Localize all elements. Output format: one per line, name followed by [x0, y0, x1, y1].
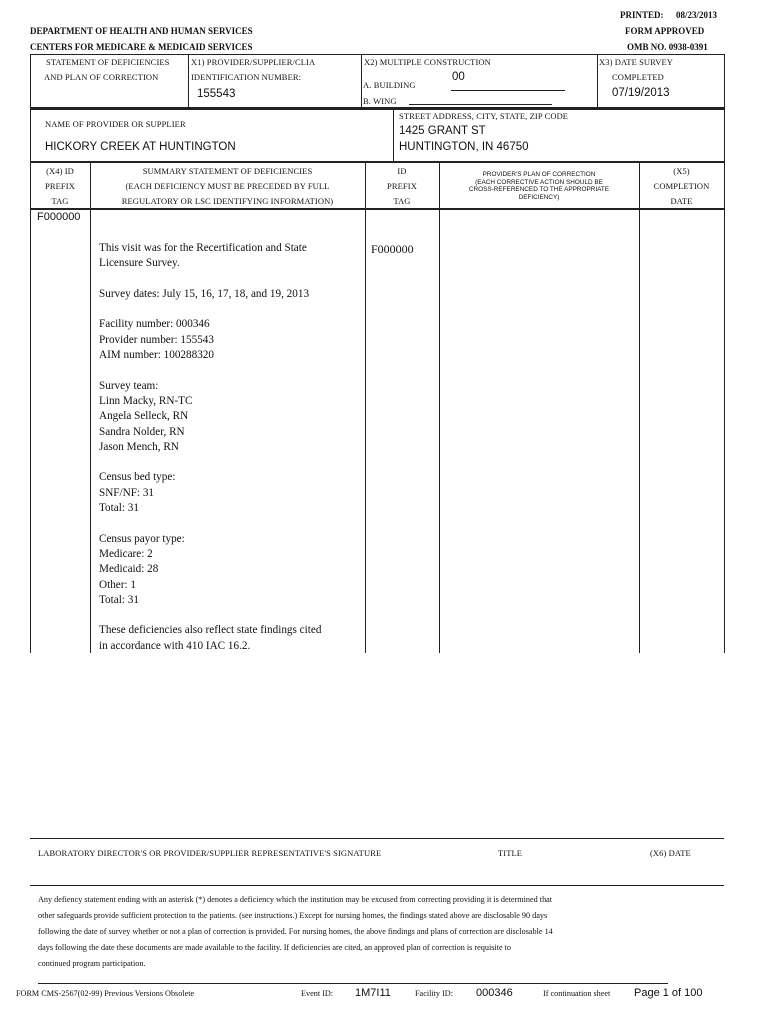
provider-name-label: NAME OF PROVIDER OR SUPPLIER [45, 119, 186, 129]
rule [30, 108, 31, 162]
disclaimer-line: following the date of survey whether or not a plan of correction is provided. For nursing homes, the above findings and plans of correction are disclosable 14 [38, 927, 553, 936]
id-header-2: PREFIX [387, 181, 417, 191]
rule [38, 983, 668, 984]
event-id-label: Event ID: [301, 989, 334, 998]
rule [188, 54, 189, 108]
x5-header: (X5) [673, 166, 690, 176]
rule [30, 54, 724, 55]
x1-label: X1) PROVIDER/SUPPLIER/CLIA [191, 57, 316, 67]
printed-label: PRINTED: [620, 10, 664, 20]
rule [361, 54, 362, 108]
finding-paragraph: Facility number: 000346 Provider number: 155543 AIM number: 100288320 [99, 318, 214, 362]
rule [30, 161, 31, 653]
plan-header [439, 171, 639, 201]
provider-number: 155543 [197, 88, 236, 100]
form-label: FORM CMS-2567(02-99) Previous Versions Obsolete [16, 989, 195, 998]
rule [30, 161, 724, 163]
finding-paragraph: Census bed type: SNF/NF: 31 Total: 31 [99, 471, 176, 515]
summary-findings [99, 241, 361, 669]
id-prefix-tag: F000000 [371, 242, 414, 256]
provider-name: HICKORY CREEK AT HUNTINGTON [45, 141, 236, 153]
wing-label: B. WING [363, 96, 397, 106]
plan-header-line: PROVIDER'S PLAN OF CORRECTION [482, 171, 596, 178]
building-label: A. BUILDING [363, 80, 416, 90]
plan-header-line: CROSS-REFERENCED TO THE APPROPRIATE [468, 186, 610, 193]
building-underline [451, 90, 565, 91]
disclaimer-line: Any defiency statement ending with an asterisk (*) denotes a deficiency which the institution may be excused from correcting providing it is determined that [38, 895, 553, 904]
disclaimer [38, 892, 718, 972]
printed-date: 08/23/2013 [676, 10, 718, 20]
omb-number: OMB NO. 0938-0391 [627, 42, 708, 52]
rule [724, 161, 725, 653]
summary-header-2: (EACH DEFICIENCY MUST BE PRECEDED BY FULL [125, 181, 330, 191]
survey-date: 07/19/2013 [612, 87, 670, 99]
title-label: TITLE [498, 848, 523, 858]
rule [90, 161, 91, 653]
rule [30, 885, 724, 886]
address-label: STREET ADDRESS, CITY, STATE, ZIP CODE [399, 111, 569, 121]
continuation-label: If continuation sheet [543, 989, 611, 998]
facility-id: 000346 [476, 987, 513, 999]
rule [724, 108, 725, 162]
signature-label: LABORATORY DIRECTOR'S OR PROVIDER/SUPPLIER REPRESENTATIVE'S SIGNATURE [38, 848, 382, 858]
rule [365, 161, 366, 653]
date-label: (X6) DATE [650, 848, 691, 858]
disclaimer-line: other safeguards provide sufficient protection to the patients. (see instructions.) Except for nursing homes, the findings stated above are disclosable 90 days [38, 911, 548, 920]
rule [639, 161, 640, 653]
city-state-zip: HUNTINGTON, IN 46750 [399, 141, 529, 153]
x4-header: (X4) ID [46, 166, 74, 176]
x2-label: X2) MULTIPLE CONSTRUCTION [364, 57, 491, 67]
summary-header-3: REGULATORY OR LSC IDENTIFYING INFORMATION) [121, 196, 334, 206]
x3-label: X3) DATE SURVEY [599, 57, 674, 67]
statement-label-2: AND PLAN OF CORRECTION [44, 72, 159, 82]
disclaimer-line: continued program participation. [38, 959, 146, 968]
rule [30, 108, 724, 110]
facility-id-label: Facility ID: [415, 989, 453, 998]
x3-label-2: COMPLETED [612, 72, 664, 82]
rule [30, 838, 724, 839]
page-number: Page 1 of 100 [634, 987, 703, 999]
centers-title: CENTERS FOR MEDICARE & MEDICAID SERVICES [30, 42, 253, 52]
rule [724, 54, 725, 108]
finding-paragraph: This visit was for the Recertification and State Licensure Survey. [99, 242, 307, 270]
x4-header-3: TAG [51, 196, 69, 206]
finding-paragraph: Survey dates: July 15, 16, 17, 18, and 19, 2013 [99, 287, 310, 300]
street-address: 1425 GRANT ST [399, 125, 486, 137]
building-value: 00 [452, 71, 465, 83]
x1-label-2: IDENTIFICATION NUMBER: [191, 72, 302, 82]
summary-header: SUMMARY STATEMENT OF DEFICIENCIES [142, 166, 313, 176]
rule [30, 208, 724, 210]
rule [597, 54, 598, 108]
id-header: ID [397, 166, 407, 176]
prefix-tag: F000000 [37, 211, 81, 223]
finding-paragraph: These deficiencies also reflect state findings cited in accordance with 410 IAC 16.2. [99, 624, 322, 652]
rule [393, 108, 394, 162]
x5-header-3: DATE [670, 196, 693, 206]
x4-header-2: PREFIX [45, 181, 75, 191]
rule [30, 54, 31, 108]
wing-underline [409, 104, 552, 105]
rule [439, 161, 440, 653]
disclaimer-line: days following the date these documents are made available to the facility. If deficiencies are cited, an approved plan of correction is requisite to [38, 943, 512, 952]
x5-header-2: COMPLETION [653, 181, 710, 191]
department-title: DEPARTMENT OF HEALTH AND HUMAN SERVICES [30, 26, 253, 36]
plan-header-line: (EACH CORRECTIVE ACTION SHOULD BE [475, 178, 603, 186]
form-approved: FORM APPROVED [625, 26, 705, 36]
plan-header-line: DEFICIENCY) [518, 193, 560, 201]
finding-paragraph: Census payor type: Medicare: 2 Medicaid: 28 Other: 1 Total: 31 [99, 532, 185, 606]
id-header-3: TAG [393, 196, 411, 206]
statement-label: STATEMENT OF DEFICIENCIES [46, 57, 170, 67]
finding-paragraph: Survey team: Linn Macky, RN-TC Angela Selleck, RN Sandra Nolder, RN Jason Mench, RN [99, 379, 193, 453]
event-id: 1M7I11 [355, 987, 391, 999]
